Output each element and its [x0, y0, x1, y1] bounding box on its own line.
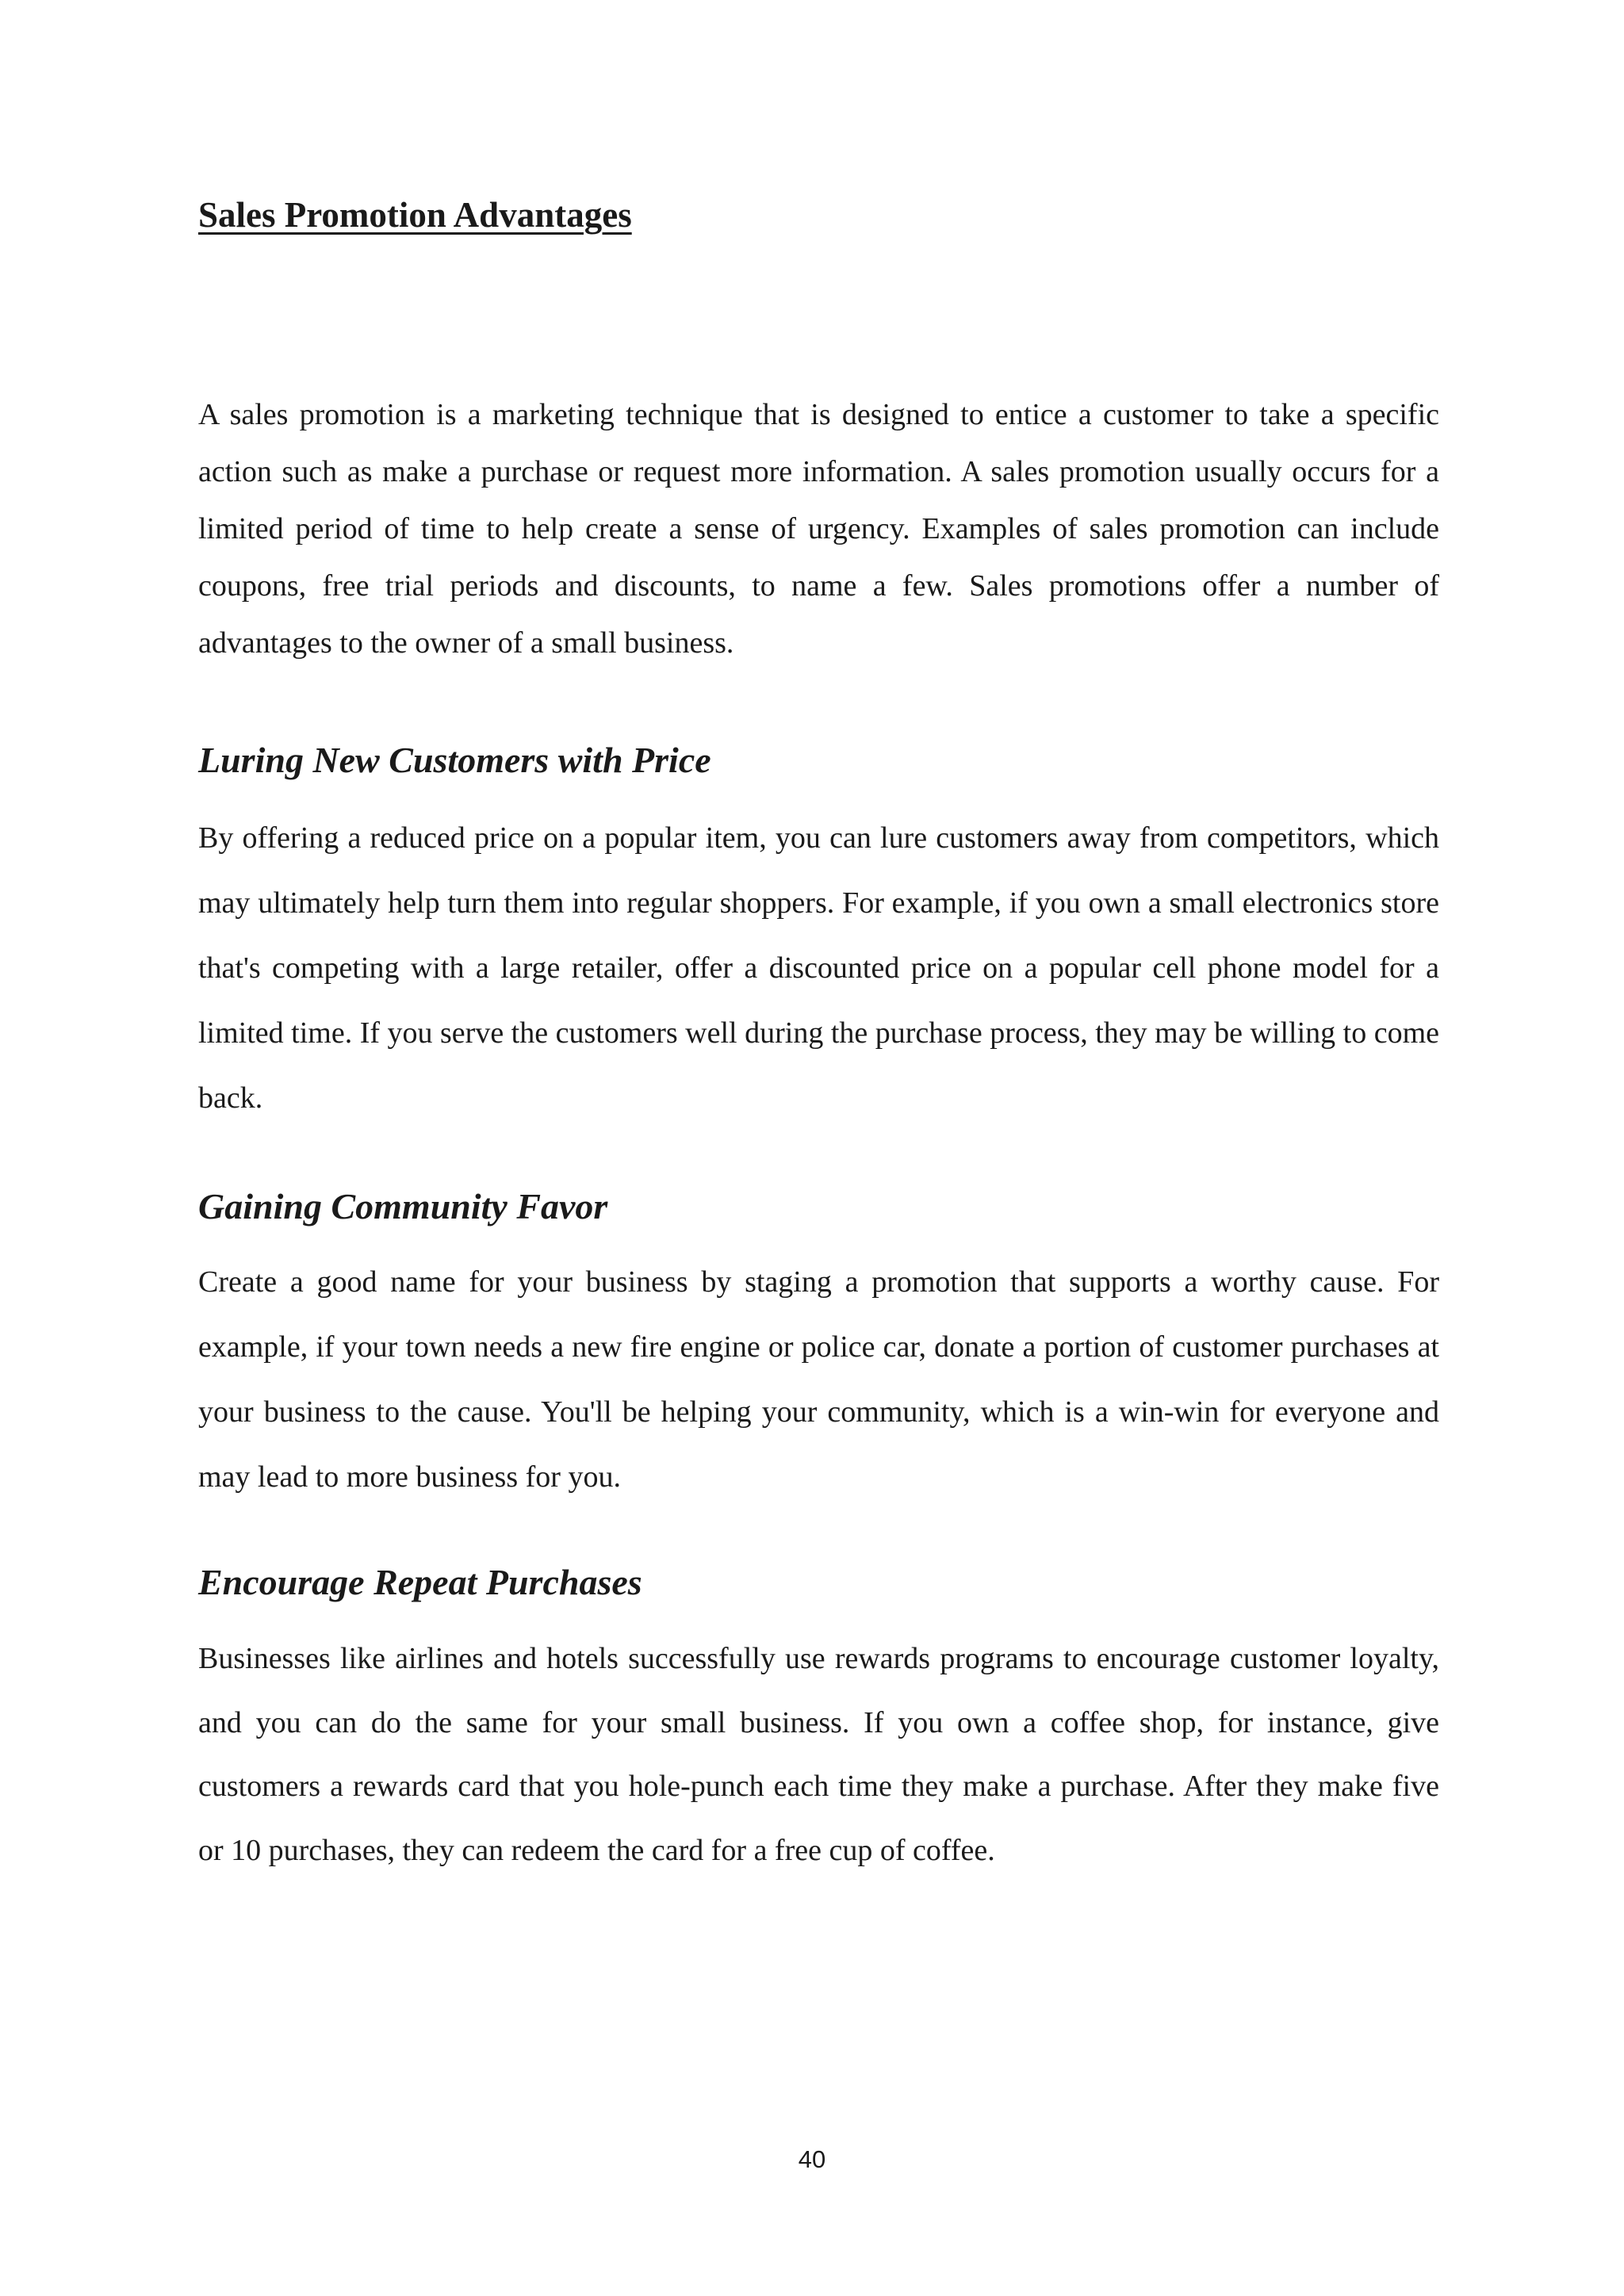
page-title: Sales Promotion Advantages [198, 195, 632, 235]
section-body-luring-new-customers: By offering a reduced price on a popular item, you can lure customers away from competitors, which may ultimately help turn them into regular shoppers. For example, if you own a small electronics store that's competing with a large retailer, offer a discounted price on a popular cell phone model for a limited time. If you serve the customers well during the purchase process, they may be willing to come back. [198, 821, 1439, 1115]
intro-paragraph: A sales promotion is a marketing technique that is designed to entice a customer to take a specific action such as make a purchase or request more information. A sales promotion usually occurs for a limited period of time to help create a sense of urgency. Examples of sales promotion can include coupons, free trial periods and discounts, to name a few. Sales promotions offer a number of advantages to the owner of a small business. [198, 398, 1439, 660]
page-number: 40 [798, 2145, 826, 2173]
section-body-encourage-repeat-purchases: Businesses like airlines and hotels successfully use rewards programs to encourage customer loyalty, and you can do the same for your small business. If you own a coffee shop, for instance, give customers a rewards card that you hole-punch each time they make a purchase. After they make five or 10 purchases, they can redeem the card for a free cup of coffee. [198, 1642, 1439, 1867]
section-heading-gaining-community-favor: Gaining Community Favor [198, 1186, 608, 1226]
section-heading-luring-new-customers: Luring New Customers with Price [198, 740, 711, 780]
section-body-gaining-community-favor: Create a good name for your business by staging a promotion that supports a worthy cause. For example, if your town needs a new fire engine or police car, donate a portion of customer purchases at your business to the cause. You'll be helping your community, which is a win-win for everyone and may lead to more business for you. [198, 1265, 1439, 1494]
section-heading-encourage-repeat-purchases: Encourage Repeat Purchases [198, 1562, 642, 1602]
